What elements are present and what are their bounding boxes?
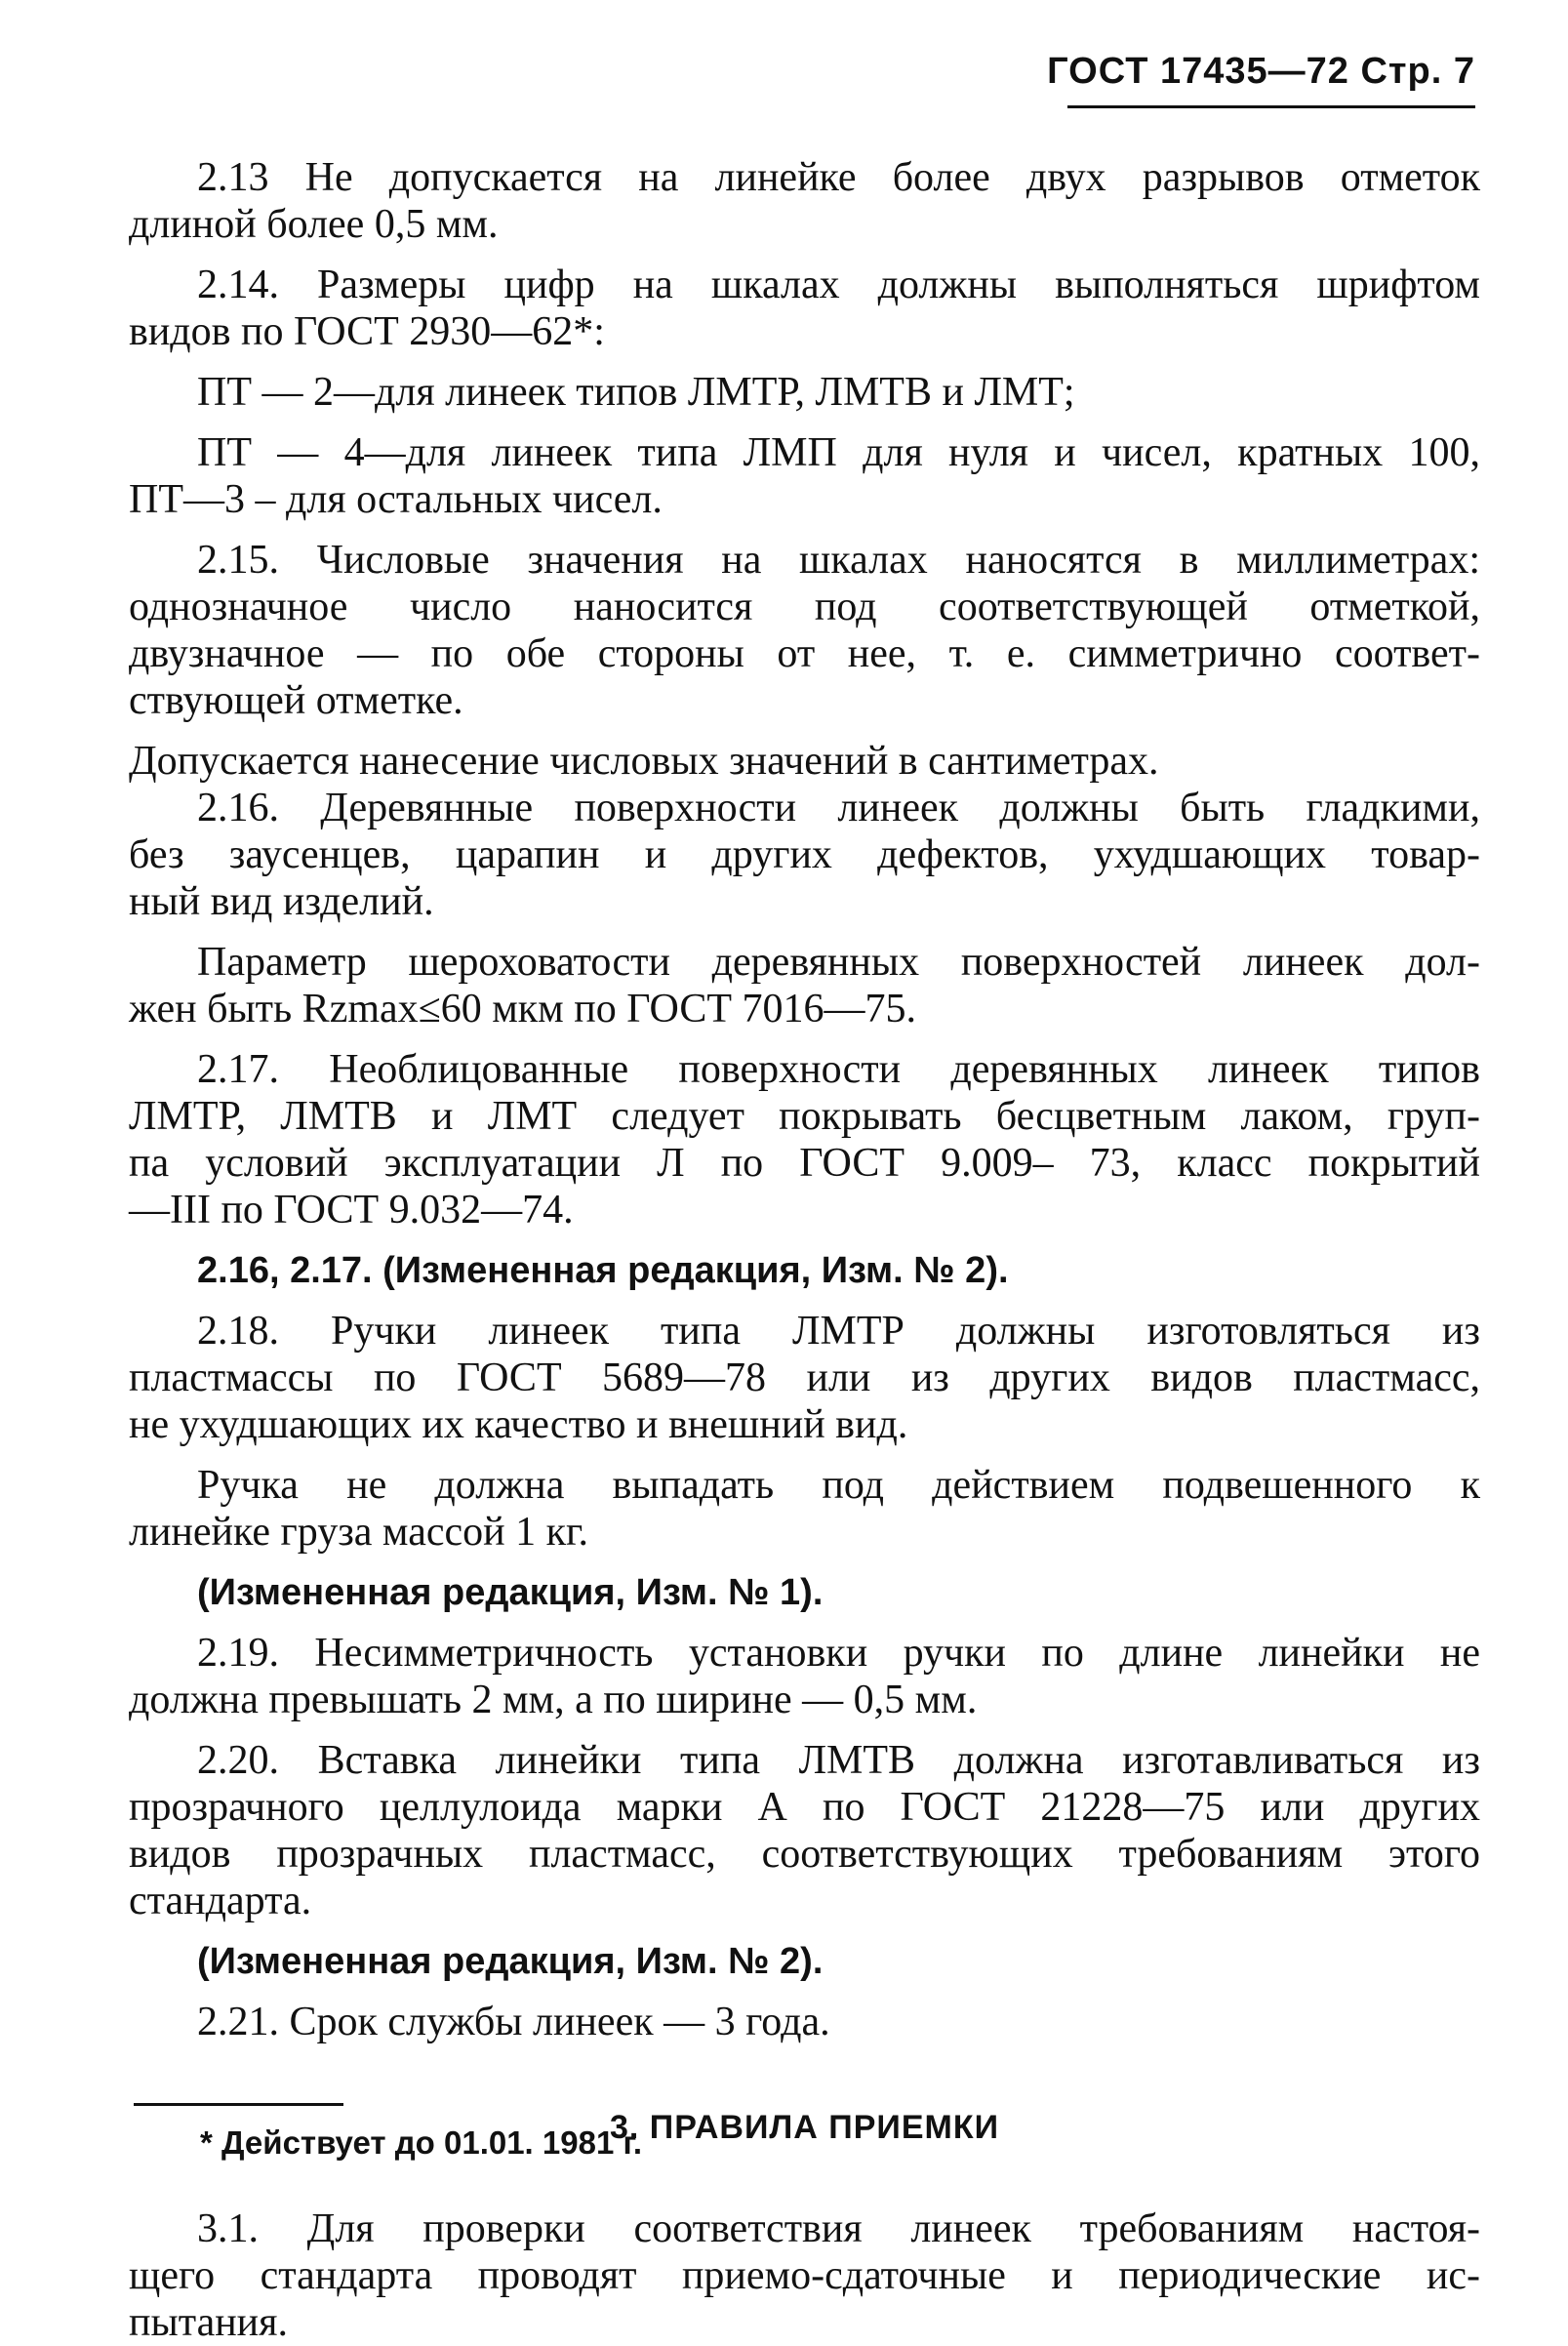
amendment-note-3 — [129, 1938, 1480, 1985]
text-line: 2.19. Несимметричность установки ручки по длине линейки не — [197, 1631, 1480, 1676]
text-line: без заусенцев, царапин и других дефектов, ухудшающих товар- — [129, 832, 1480, 877]
text-line: прозрачного целлулоида марки А по ГОСТ 21228—75 или других — [129, 1785, 1480, 1830]
paragraph-2-13 — [129, 154, 1480, 248]
text-line: длиной более 0,5 мм. — [129, 202, 499, 247]
page-header: ГОСТ 17435—72 Стр. 7 — [1047, 51, 1475, 92]
amendment-note-1 — [129, 1247, 1480, 1294]
document-body — [129, 154, 1480, 2346]
paragraph-2-18-b — [129, 1462, 1480, 1556]
text-line: ный вид изделий. — [129, 879, 434, 924]
paragraph-2-15-b — [129, 738, 1480, 785]
text-line: 2.14. Размеры цифр на шкалах должны выполняться шрифтом — [197, 263, 1480, 307]
text-line: ЛМТР, ЛМТВ и ЛМТ следует покрывать бесцветным лаком, груп- — [129, 1094, 1480, 1139]
text-line: 2.21. Срок службы линеек — 3 года. — [197, 2000, 830, 2044]
amendment-note-2 — [129, 1569, 1480, 1616]
text-line: не ухудшающих их качество и внешний вид. — [129, 1402, 908, 1447]
text-line: Параметр шероховатости деревянных поверхностей линеек дол- — [197, 940, 1480, 985]
paragraph-2-14 — [129, 262, 1480, 355]
text-line: 2.17. Необлицованные поверхности деревянных линеек типов — [197, 1047, 1480, 1092]
text-line: ПТ—3 – для остальных чисел. — [129, 477, 663, 522]
text-line: па условий эксплуатации Л по ГОСТ 9.009– 73, класс покрытий — [129, 1141, 1480, 1186]
paragraph-2-16-b — [129, 939, 1480, 1032]
header-rule — [1067, 105, 1475, 108]
text-line: пластмассы по ГОСТ 5689—78 или из других видов пластмасс, — [129, 1355, 1480, 1400]
amendment-text: (Измененная редакция, Изм. № 1). — [197, 1572, 824, 1613]
amendment-text: (Измененная редакция, Изм. № 2). — [197, 1941, 824, 1982]
text-line: ствующей отметке. — [129, 678, 463, 723]
text-line: Ручка не должна выпадать под действием подвешенного к — [197, 1463, 1480, 1508]
text-line: линейке груза массой 1 кг. — [129, 1510, 589, 1555]
text-line: 2.20. Вставка линейки типа ЛМТВ должна изготавливаться из — [197, 1738, 1480, 1783]
paragraph-2-16 — [129, 785, 1480, 925]
text-line: видов прозрачных пластмасс, соответствующих требованиям этого — [129, 1832, 1480, 1877]
text-line: 2.18. Ручки линеек типа ЛМТР должны изготовляться из — [197, 1309, 1480, 1354]
text-line: ПТ — 4—для линеек типа ЛМП для нуля и чисел, кратных 100, — [197, 430, 1480, 475]
text-line: —III по ГОСТ 9.032—74. — [129, 1188, 574, 1233]
text-line: 2.15. Числовые значения на шкалах наносятся в миллиметрах: — [197, 538, 1480, 583]
text-line: 2.13 Не допускается на линейке более двух разрывов отметок — [197, 155, 1480, 200]
text-line: 3.1. Для проверки соответствия линеек требованиям настоя- — [197, 2206, 1480, 2251]
paragraph-2-20 — [129, 1737, 1480, 1924]
paragraph-2-17 — [129, 1046, 1480, 1234]
paragraph-2-15 — [129, 537, 1480, 724]
paragraph-2-21 — [129, 1999, 1480, 2045]
text-line: ПТ — 2—для линеек типов ЛМТР, ЛМТВ и ЛМТ; — [197, 370, 1075, 415]
paragraph-3-1 — [129, 2205, 1480, 2346]
paragraph-2-14-b — [129, 429, 1480, 523]
paragraph-2-14-a — [129, 369, 1480, 416]
text-line: Допускается нанесение числовых значений в сантиметрах. — [129, 739, 1159, 784]
text-line: должна превышать 2 мм, а по ширине — 0,5 мм. — [129, 1678, 978, 1722]
text-line: однозначное число наносится под соответствующей отметкой, — [129, 585, 1480, 629]
paragraph-2-19 — [129, 1630, 1480, 1723]
text-line: видов по ГОСТ 2930—62*: — [129, 309, 605, 354]
text-line: двузначное — по обе стороны от нее, т. е. симметрично соответ- — [129, 631, 1480, 676]
section-title: 3. ПРАВИЛА ПРИЕМКИ — [609, 2109, 1000, 2146]
text-line: щего стандарта проводят приемо-сдаточные и периодические ис- — [129, 2253, 1480, 2298]
text-line: 2.16. Деревянные поверхности линеек должны быть гладкими, — [197, 786, 1480, 830]
paragraph-2-18 — [129, 1308, 1480, 1448]
amendment-text: 2.16, 2.17. (Измененная редакция, Изм. № 2). — [197, 1250, 1009, 1291]
footnote-rule — [134, 2103, 343, 2106]
text-line: жен быть Rzmax≤60 мкм по ГОСТ 7016—75. — [129, 987, 916, 1031]
text-line: стандарта. — [129, 1879, 312, 1923]
footnote: * Действует до 01.01. 1981 г. — [200, 2124, 643, 2161]
text-line: пытания. — [129, 2300, 288, 2345]
